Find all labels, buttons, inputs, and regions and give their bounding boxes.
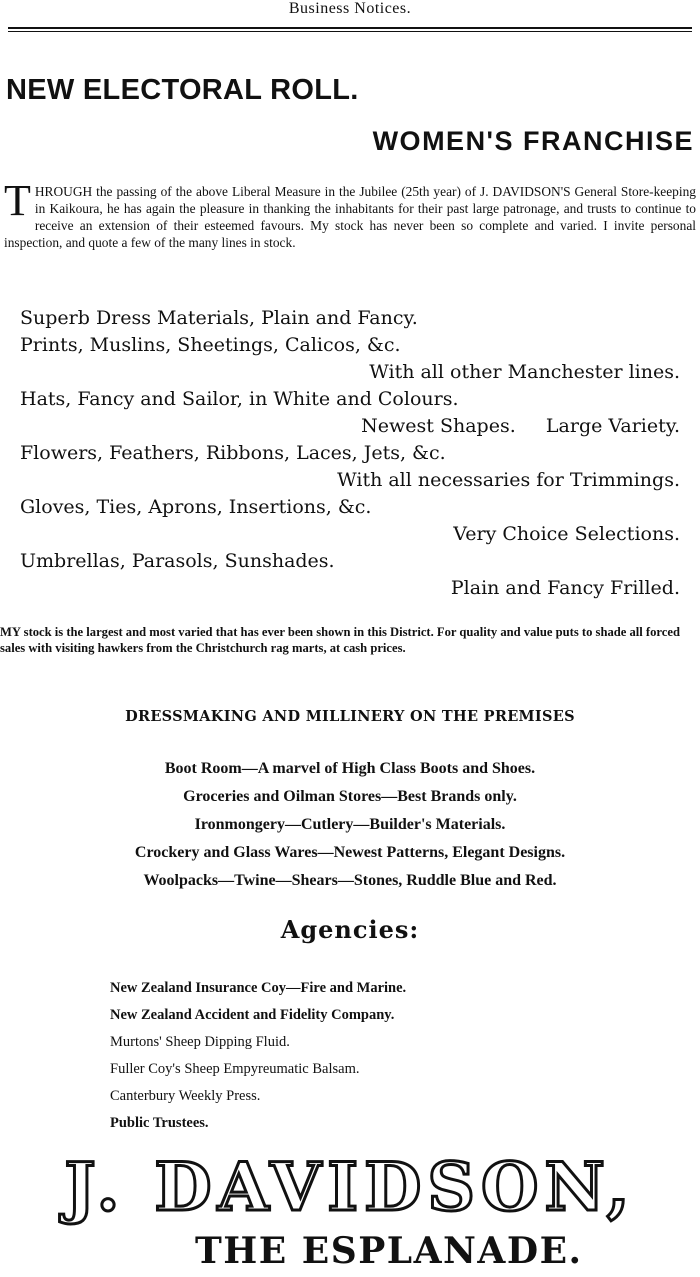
- section-header: Business Notices.: [288, 0, 412, 17]
- goods-line: Umbrellas, Parasols, Sunshades.: [20, 550, 335, 572]
- agency-item: Public Trustees.: [110, 1115, 209, 1131]
- goods-line: Gloves, Ties, Aprons, Insertions, &c.: [20, 496, 372, 518]
- goods-subline: Very Choice Selections.: [453, 523, 680, 545]
- agencies-heading: Agencies:: [280, 915, 420, 944]
- department-line: Boot Room—A marvel of High Class Boots and Shoes.: [164, 760, 536, 777]
- goods-subline: With all necessaries for Trimmings.: [337, 469, 680, 491]
- dressmaking-heading: DRESSMAKING AND MILLINERY ON THE PREMISES: [125, 708, 575, 725]
- goods-subline: With all other Manchester lines.: [369, 361, 680, 383]
- proprietor-name: J. DAVIDSON,: [64, 1148, 636, 1226]
- womens-franchise-title: WOMEN'S FRANCHISE: [372, 126, 694, 156]
- agency-item: Fuller Coy's Sheep Empyreumatic Balsam.: [110, 1061, 360, 1077]
- goods-list: [20, 305, 680, 602]
- department-line: Crockery and Glass Wares—Newest Patterns, Elegant Designs.: [134, 844, 566, 861]
- goods-line: Prints, Muslins, Sheetings, Calicos, &c.: [20, 334, 401, 356]
- goods-line: Hats, Fancy and Sailor, in White and Colours.: [20, 388, 459, 410]
- intro-text: HROUGH the passing of the above Liberal Measure in the Jubilee (25th year) of J. DAVIDSON'S General Store-keeping in Kaikoura, he has again the pleasure in thanking the inhabitants for their past large patronage, and trusts to continue to receive an extension of their esteemed favours. My stock has never been so complete and varied. I invite personal inspection, and quote a few of the many lines in stock.: [4, 184, 696, 250]
- header-rule-thin: [8, 31, 692, 32]
- agency-item: Canterbury Weekly Press.: [110, 1088, 261, 1104]
- department-line: Woolpacks—Twine—Shears—Stones, Ruddle Blue and Red.: [143, 872, 557, 889]
- departments-list: [0, 755, 700, 895]
- goods-subline: Plain and Fancy Frilled.: [450, 577, 680, 599]
- agency-item: New Zealand Insurance Coy—Fire and Marine.: [110, 980, 407, 996]
- goods-line: Superb Dress Materials, Plain and Fancy.: [20, 307, 418, 329]
- department-line: Ironmongery—Cutlery—Builder's Materials.: [194, 816, 506, 833]
- header-rule-thick: [8, 27, 692, 29]
- intro-paragraph: [4, 176, 696, 251]
- department-line: Groceries and Oilman Stores—Best Brands only.: [183, 788, 517, 805]
- goods-subline: Newest Shapes. Large Variety.: [361, 415, 680, 437]
- drop-cap: T: [4, 176, 31, 225]
- agency-item: New Zealand Accident and Fidelity Company.: [110, 1007, 395, 1023]
- agencies-list: [110, 975, 406, 1137]
- agency-item: Murtons' Sheep Dipping Fluid.: [110, 1034, 290, 1050]
- electoral-roll-title: NEW ELECTORAL ROLL.: [6, 74, 359, 106]
- address-line: THE ESPLANADE.: [195, 1230, 583, 1272]
- goods-line: Flowers, Feathers, Ribbons, Laces, Jets, &c.: [20, 442, 446, 464]
- stock-notice: MY stock is the largest and most varied that has ever been shown in this District. For quality and value puts to shade all forced sales with visiting hawkers from the Christchurch rag marts, at cash prices.: [0, 625, 680, 655]
